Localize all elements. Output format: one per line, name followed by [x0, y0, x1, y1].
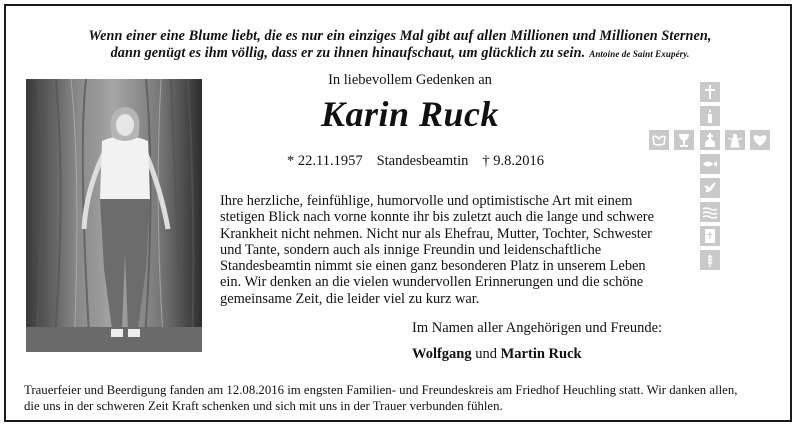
birth-date: * 22.11.1957: [287, 153, 363, 169]
wheat-icon: [700, 250, 720, 270]
signers: [412, 346, 582, 363]
life-dates: [287, 153, 544, 170]
signer-second: Martin Ruck: [500, 346, 582, 362]
deceased-name-text: Karin Ruck: [320, 94, 500, 134]
profession: Standesbeamtin: [376, 153, 469, 169]
hands-icon: [649, 130, 669, 150]
obituary-line: und Tante, sondern auch als innige Freundin und leidenschaftliche: [220, 241, 602, 258]
candle-icon: [700, 106, 720, 126]
fish-icon: [700, 154, 720, 174]
death-date: † 9.8.2016: [482, 153, 545, 169]
signer-first: Wolfgang: [412, 346, 472, 362]
quote-line-2: [30, 45, 770, 63]
portrait-photo: [26, 79, 202, 352]
church-icon: [700, 130, 720, 150]
footer-notice: [24, 383, 784, 414]
water-icon: [700, 202, 720, 222]
closing-line: Im Namen aller Angehörigen und Freunde:: [412, 320, 663, 336]
quote: [30, 28, 770, 63]
obituary-text: [220, 193, 690, 307]
heart-icon: [750, 130, 770, 150]
obituary-line: ein. Wir denken an die vielen wundervollen Erinnerungen und die schöne: [220, 274, 644, 291]
footer-line-1: Trauerfeier und Beerdigung fanden am 12.08.2016 im engsten Familien- und Freundeskreis am Friedhof Heuchling statt. Wir danken allen,: [24, 383, 738, 397]
angel-icon: [725, 130, 745, 150]
obituary-line: Standesbeamtin nimmt sie einen ganz besonderen Platz in unserem Leben: [220, 258, 646, 275]
obituary-line: stetigen Blick nach vorne konnte ihr bis zuletzt auch die lange und schwere: [220, 209, 654, 226]
signer-connector: und: [475, 346, 497, 362]
intro-label: In liebevollem Gedenken an: [328, 72, 492, 88]
footer-line-2: die uns in der schweren Zeit Kraft schenken und sich mit uns in der Trauer verbunden fühlen.: [24, 398, 503, 413]
cross-icon: [700, 82, 720, 102]
dove-icon: [700, 178, 720, 198]
quote-author: Antoine de Saint Exupéry.: [589, 49, 690, 59]
symbol-cross: [649, 82, 771, 280]
quote-line-1: Wenn einer eine Blume liebt, die es nur ein einziges Mal gibt auf allen Millionen und Millionen Sternen,: [88, 28, 712, 44]
chalice-icon: [674, 130, 694, 150]
quote-line-2-text: dann genügt es ihm völlig, dass er zu ihnen hinaufschaut, um glücklich zu sein.: [110, 45, 586, 61]
obituary-line: gemeinsame Zeit, die leider viel zu kurz war.: [220, 290, 480, 307]
obituary-line: Krankheit nicht nehmen. Nicht nur als Ehefrau, Mutter, Tochter, Schwester: [220, 225, 652, 242]
bible-icon: [700, 226, 720, 246]
obituary-line: Ihre herzliche, feinfühlige, humorvolle und optimistische Art mit einem: [220, 193, 633, 209]
